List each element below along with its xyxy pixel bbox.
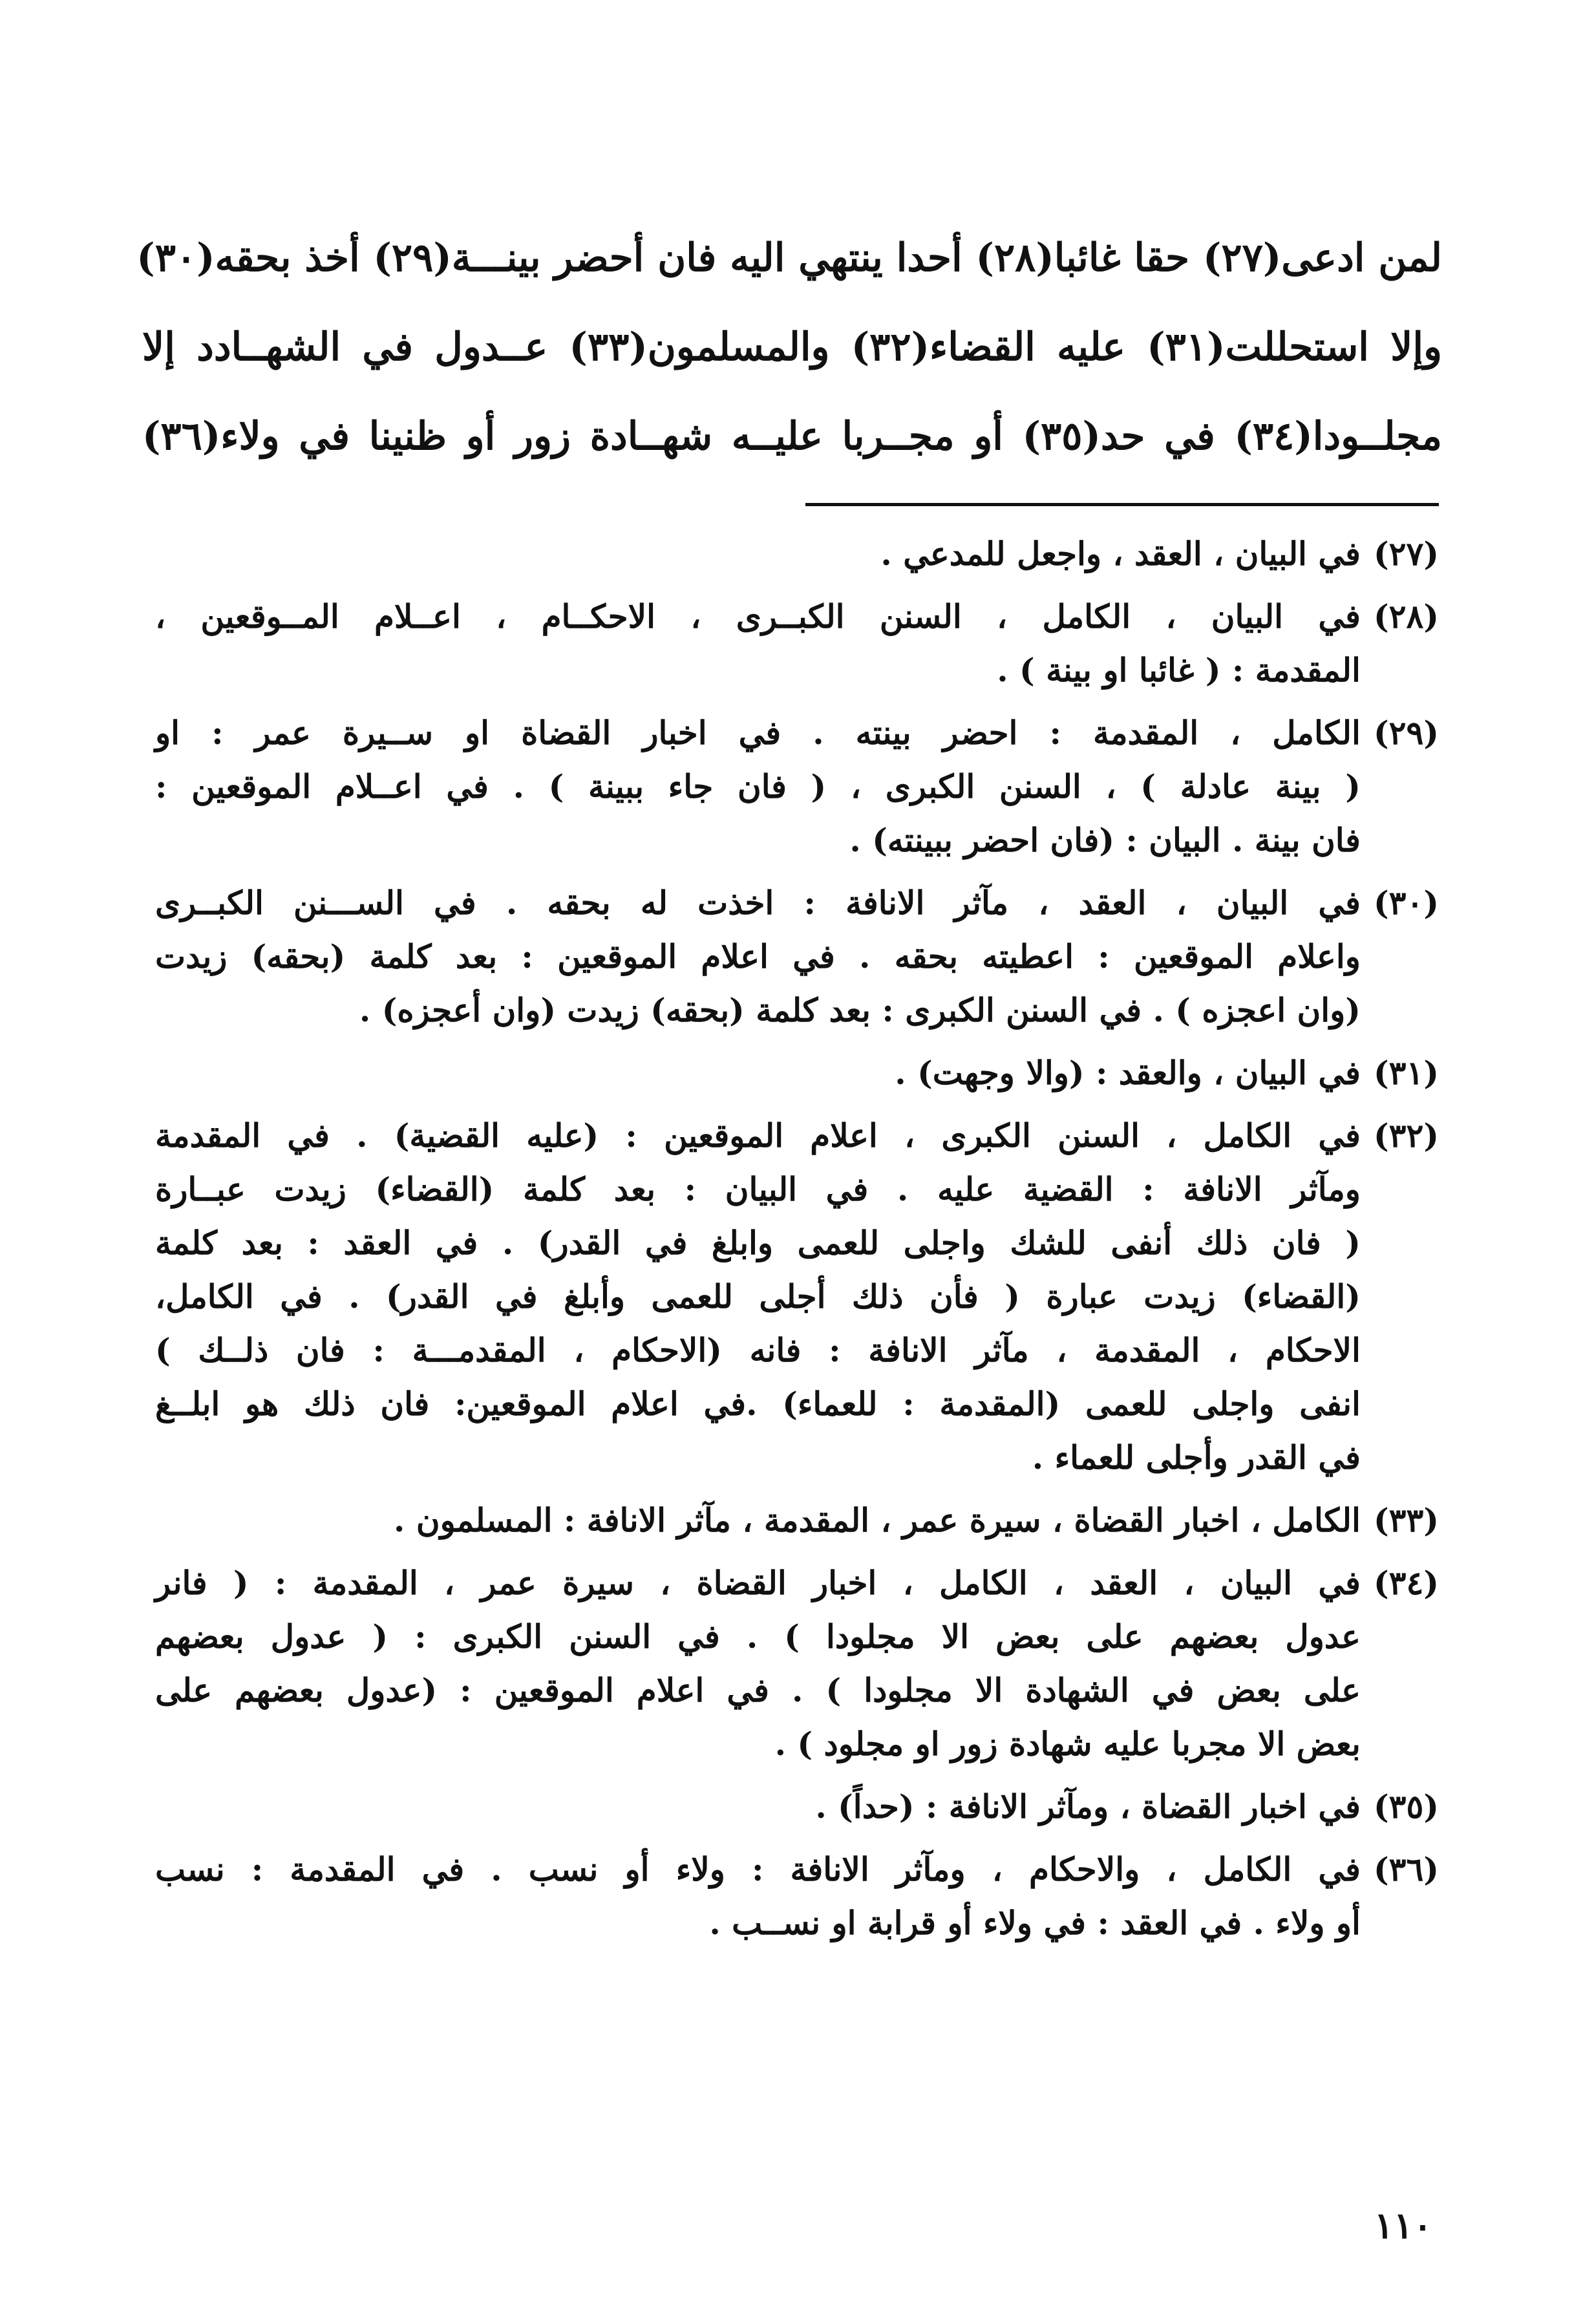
footnote-line: الكامل ، المقدمة : احضر بينته . في اخبار القضاة او ســيرة عمر : او xyxy=(155,714,1361,752)
footnote-line: في الكامل ، والاحكام ، ومآثر الانافة : ولاء أو نسب . في المقدمة : نسب xyxy=(155,1850,1361,1888)
footnote-line: في البيان ، والعقد : (والا وجهت) . xyxy=(895,1054,1361,1092)
footnote-line: (وان اعجزه ) . في السنن الكبرى : بعد كلمة (بحقه) زيدت (وان أعجزه) . xyxy=(359,991,1361,1029)
footnote-line: الكامل ، اخبار القضاة ، سيرة عمر ، المقدمة ، مآثر الانافة : المسلمون . xyxy=(394,1501,1361,1539)
footnote-body xyxy=(155,590,1361,697)
footnote-number: (٣١) xyxy=(1373,1054,1439,1092)
footnote-body xyxy=(155,1780,1361,1833)
footnote-line: ومآثر الانافة : القضية عليه . في البيان : بعد كلمة (القضاء) زيدت عبــارة xyxy=(155,1170,1361,1208)
footnote-body xyxy=(155,1046,1361,1100)
footnote-line: في اخبار القضاة ، ومآثر الانافة : (حداً) . xyxy=(815,1787,1361,1826)
footnote-number: (٣٢) xyxy=(1373,1116,1439,1155)
footnote-number: (٣٣) xyxy=(1373,1501,1439,1539)
footnote-body xyxy=(155,876,1361,1037)
footnote-line: فان بينة . البيان : (فان احضر ببينته) . xyxy=(849,821,1361,859)
footnote-line: انفى واجلى للعمى (المقدمة : للعماء) .في اعلام الموقعين: فان ذلك هو ابلــغ xyxy=(155,1385,1361,1423)
footnote-body xyxy=(155,1109,1361,1484)
footnote-line: ( بينة عادلة ) ، السنن الكبرى ، ( فان جاء ببينة ) . في اعــلام الموقعين : xyxy=(155,767,1361,805)
footnote-number: (٣٠) xyxy=(1373,884,1439,922)
footnote-line: في البيان ، العقد ، الكامل ، اخبار القضاة ، سيرة عمر ، المقدمة : ( فانر xyxy=(155,1564,1361,1602)
footnote-number: (٢٩) xyxy=(1373,714,1439,752)
footnote-body xyxy=(155,706,1361,867)
footnote-line: أو ولاء . في العقد : في ولاء أو قرابة او نســب . xyxy=(709,1904,1361,1942)
footnote-line: واعلام الموقعين : اعطيته بحقه . في اعلام الموقعين : بعد كلمة (بحقه) زيدت xyxy=(155,937,1361,975)
footnote-body xyxy=(155,1493,1361,1547)
footnote-line: في البيان ، العقد ، واجعل للمدعي . xyxy=(880,535,1361,573)
footnote xyxy=(155,527,1439,581)
footnote-number: (٢٧) xyxy=(1373,535,1439,573)
main-text-block xyxy=(136,213,1442,481)
footnote-number: (٣٤) xyxy=(1373,1564,1439,1602)
footnote-body xyxy=(155,1556,1361,1771)
main-text-line: مجلــودا(٣٤) في حد(٣٥) أو مجــربا عليــه شهــادة زور أو ظنينا في ولاء(٣٦) xyxy=(142,414,1442,459)
footnote-number: (٣٥) xyxy=(1373,1787,1439,1826)
main-text-line: وإلا استحللت(٣١) عليه القضاء(٣٢) والمسلمون(٣٣) عــدول في الشهــادد إلا xyxy=(142,325,1442,370)
footnote-number: (٢٨) xyxy=(1373,597,1439,635)
footnote xyxy=(155,1493,1439,1547)
footnote xyxy=(155,1556,1439,1771)
footnote-line: على بعض في الشهادة الا مجلودا ) . في اعلام الموقعين : (عدول بعضهم على xyxy=(155,1671,1361,1709)
footnote-separator xyxy=(805,503,1439,506)
footnote-line: ( فان ذلك أنفى للشك واجلى للعمى وابلغ في القدر) . في العقد : بعد كلمة xyxy=(155,1224,1361,1262)
footnote-line: المقدمة : ( غائبا او بينة ) . xyxy=(997,651,1361,689)
footnote-number: (٣٦) xyxy=(1373,1850,1439,1888)
footnote-body xyxy=(155,1842,1361,1950)
footnote-line: في البيان ، العقد ، مآثر الانافة : اخذت له بحقه . في الســـنن الكبــرى xyxy=(155,884,1361,922)
page-number: ١١٠ xyxy=(1374,2204,1432,2247)
footnote xyxy=(155,1109,1439,1484)
main-text-line: لمن ادعى(٢٧) حقا غائبا(٢٨) أحدا ينتهي اليه فان أحضر بينـــة(٢٩) أخذ بحقه(٣٠) xyxy=(136,235,1442,281)
footnotes-section xyxy=(155,527,1439,1959)
footnote-line: في البيان ، الكامل ، السنن الكبــرى ، الاحكــام ، اعــلام المــوقعين ، xyxy=(155,597,1361,635)
footnote-line: عدول بعضهم على بعض الا مجلودا ) . في السنن الكبرى : ( عدول بعضهم xyxy=(155,1617,1361,1656)
footnote xyxy=(155,590,1439,697)
footnote xyxy=(155,876,1439,1037)
footnote-line: (القضاء) زيدت عبارة ( فأن ذلك أجلى للعمى وأبلغ في القدر) . في الكامل، xyxy=(155,1277,1361,1316)
footnote-line: في القدر وأجلى للعماء . xyxy=(1032,1438,1361,1476)
footnote-line: بعض الا مجربا عليه شهادة زور او مجلود ) . xyxy=(774,1725,1361,1763)
footnote xyxy=(155,1842,1439,1950)
footnote xyxy=(155,706,1439,867)
footnote-line: في الكامل ، السنن الكبرى ، اعلام الموقعين : (عليه القضية) . في المقدمة xyxy=(155,1116,1361,1155)
footnote-body xyxy=(155,527,1361,581)
footnote-line: الاحكام ، المقدمة ، مآثر الانافة : فانه (الاحكام ، المقدمـــة : فان ذلــك ) xyxy=(155,1331,1361,1369)
footnote xyxy=(155,1780,1439,1833)
footnote xyxy=(155,1046,1439,1100)
